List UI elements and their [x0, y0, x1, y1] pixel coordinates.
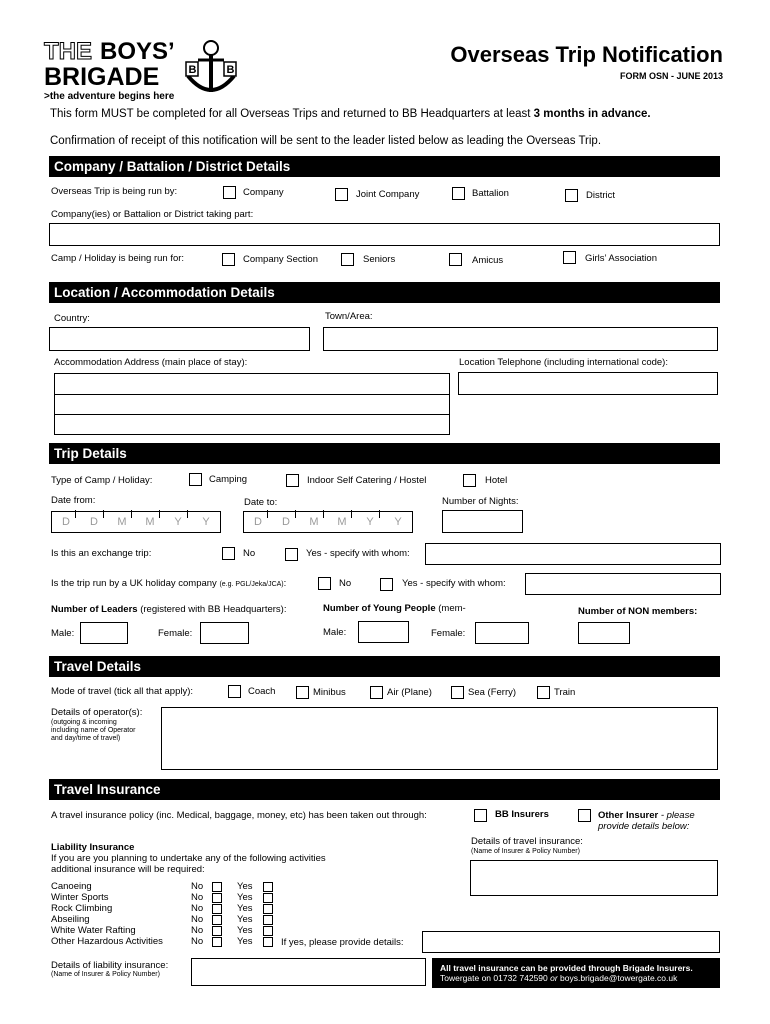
- date-from-label: Date from:: [51, 495, 96, 506]
- exchange-yes-checkbox[interactable]: [285, 548, 298, 561]
- leaders-female-field[interactable]: [200, 622, 249, 644]
- trip-camping-checkbox[interactable]: [189, 473, 202, 486]
- activity-yes-checkbox[interactable]: [263, 937, 273, 947]
- operators-note-line: and day/time of travel): [51, 735, 121, 742]
- operators-field[interactable]: [161, 707, 718, 770]
- camp-for-girls-checkbox[interactable]: [563, 251, 576, 264]
- brigade-insurers-banner: [432, 958, 720, 988]
- date-to-digit: Y: [363, 516, 377, 528]
- trip-hotel-label: Hotel: [485, 475, 508, 486]
- date-from-digit: M: [115, 516, 129, 528]
- mode-air-label: Air (Plane): [387, 687, 432, 698]
- activity-label: White Water Rafting: [51, 925, 136, 936]
- camp-for-amicus-checkbox[interactable]: [449, 253, 462, 266]
- mode-coach-checkbox[interactable]: [228, 685, 241, 698]
- camp-for-label: Camp / Holiday is being run for:: [51, 253, 185, 264]
- run-by-district-label: District: [586, 190, 616, 201]
- operators-note-line: including name of Operator: [51, 727, 136, 734]
- country-field[interactable]: [49, 327, 310, 351]
- activity-no-label: No: [191, 925, 204, 936]
- non-members-field[interactable]: [578, 622, 630, 644]
- exchange-with-field[interactable]: [425, 543, 721, 565]
- activity-no-checkbox[interactable]: [212, 915, 222, 925]
- svg-text:B: B: [226, 64, 235, 76]
- young-female-field[interactable]: [475, 622, 529, 644]
- operators-note-line: (outgoing & incoming: [51, 719, 117, 726]
- logo-tagline: >the adventure begins here: [44, 91, 175, 102]
- taking-part-label: Company(ies) or Battalion or District taking part:: [51, 209, 254, 220]
- activity-yes-label: Yes: [237, 914, 253, 925]
- run-by-joint-label: Joint Company: [356, 189, 420, 200]
- section-heading-travel: Travel Details: [49, 656, 720, 677]
- trip-camping-label: Camping: [209, 474, 248, 485]
- date-to-digit: D: [279, 516, 293, 528]
- uk-company-label: [51, 578, 286, 589]
- camp-for-section-label: Company Section: [243, 254, 318, 265]
- run-by-battalion-label: Battalion: [472, 188, 509, 199]
- date-to-digit: D: [251, 516, 265, 528]
- insurance-details-label: Details of travel insurance:: [471, 836, 583, 847]
- uk-company-no-label: No: [339, 578, 352, 589]
- date-to-field[interactable]: [243, 511, 413, 533]
- date-to-digit: M: [307, 516, 321, 528]
- date-from-field[interactable]: [51, 511, 221, 533]
- other-insurer-label-rest: - please: [658, 810, 695, 821]
- leaders-label-bold: Number of Leaders: [51, 604, 138, 615]
- logo-brigade: BRIGADE: [44, 63, 160, 91]
- activity-no-label: No: [191, 903, 204, 914]
- other-insurer-checkbox[interactable]: [578, 809, 591, 822]
- town-field[interactable]: [323, 327, 718, 351]
- run-by-company-label: Company: [243, 187, 284, 198]
- run-by-battalion-checkbox[interactable]: [452, 187, 465, 200]
- leaders-label-rest: (registered with BB Headquarters):: [137, 604, 287, 615]
- non-members-label: Number of NON members:: [578, 606, 698, 617]
- liability-intro-line: If you are you planning to undertake any of the following activities: [51, 853, 326, 864]
- young-people-label: [323, 603, 466, 614]
- mode-train-label: Train: [554, 687, 576, 698]
- nights-label: Number of Nights:: [442, 496, 519, 507]
- activity-yes-checkbox[interactable]: [263, 926, 273, 936]
- intro-text-main: This form MUST be completed for all Overseas Trips and returned to BB Headquarters at least: [50, 108, 534, 120]
- other-insurer-label-bold: Other Insurer: [598, 810, 659, 821]
- activity-yes-label: Yes: [237, 892, 253, 903]
- camp-for-seniors-checkbox[interactable]: [341, 253, 354, 266]
- activity-label: Abseiling: [51, 914, 90, 925]
- mode-label: Mode of travel (tick all that apply):: [51, 686, 194, 697]
- date-from-digit: D: [87, 516, 101, 528]
- date-from-digit: D: [59, 516, 73, 528]
- bb-insurers-label: BB Insurers: [495, 809, 549, 820]
- exchange-no-label: No: [243, 548, 256, 559]
- date-from-digit: M: [143, 516, 157, 528]
- trip-indoor-label: Indoor Self Catering / Hostel: [307, 475, 427, 486]
- activity-label: Other Hazardous Activities: [51, 936, 163, 947]
- mode-train-checkbox[interactable]: [537, 686, 550, 699]
- taking-part-field[interactable]: [49, 223, 720, 246]
- liability-details-note: (Name of Insurer & Policy Number): [51, 971, 160, 978]
- form-reference: FORM OSN - JUNE 2013: [619, 71, 723, 81]
- telephone-field[interactable]: [458, 372, 718, 395]
- activity-yes-label: Yes: [237, 936, 253, 947]
- camp-for-girls-label: Girls’ Association: [585, 253, 657, 264]
- leaders-female-label: Female:: [158, 628, 193, 639]
- mode-minibus-checkbox[interactable]: [296, 686, 309, 699]
- svg-text:B: B: [188, 64, 197, 76]
- activity-label: Rock Climbing: [51, 903, 113, 914]
- activity-label: Winter Sports: [51, 892, 109, 903]
- bb-logo: [44, 40, 244, 104]
- mode-minibus-label: Minibus: [313, 687, 346, 698]
- section-heading-company: Company / Battalion / District Details: [49, 156, 720, 177]
- leaders-male-label: Male:: [51, 628, 75, 639]
- run-by-company-checkbox[interactable]: [223, 186, 236, 199]
- activity-no-checkbox[interactable]: [212, 882, 222, 892]
- run-by-district-checkbox[interactable]: [565, 189, 578, 202]
- young-people-label-bold: Number of Young People: [323, 603, 436, 614]
- intro-text: [50, 108, 651, 120]
- activity-no-checkbox[interactable]: [212, 926, 222, 936]
- date-from-digit: Y: [202, 516, 210, 528]
- exchange-yes-label: Yes - specify with whom:: [306, 548, 410, 559]
- section-heading-location: Location / Accommodation Details: [49, 282, 720, 303]
- activity-no-checkbox[interactable]: [212, 937, 222, 947]
- operators-label: Details of operator(s):: [51, 707, 143, 718]
- section-heading-trip: Trip Details: [49, 443, 720, 464]
- uk-company-examples: (e.g. PGL/Jeka/JCA): [219, 581, 284, 588]
- liability-intro-line: additional insurance will be required:: [51, 864, 205, 875]
- liability-heading: Liability Insurance: [51, 842, 135, 853]
- date-to-digit: Y: [394, 516, 402, 528]
- insurance-details-field[interactable]: [470, 860, 718, 896]
- other-insurer-label: [598, 810, 695, 832]
- operators-note: [51, 719, 135, 743]
- trip-hotel-checkbox[interactable]: [463, 474, 476, 487]
- banner-or: or: [550, 973, 558, 983]
- activity-yes-label: Yes: [237, 903, 253, 914]
- activity-yes-label: Yes: [237, 881, 253, 892]
- activity-yes-checkbox[interactable]: [263, 882, 273, 892]
- trip-type-label: Type of Camp / Holiday:: [51, 475, 153, 486]
- young-male-label: Male:: [323, 627, 347, 638]
- activity-yes-label: Yes: [237, 925, 253, 936]
- exchange-no-checkbox[interactable]: [222, 547, 235, 560]
- country-label: Country:: [54, 313, 90, 324]
- camp-for-seniors-label: Seniors: [363, 254, 396, 265]
- mode-sea-label: Sea (Ferry): [468, 687, 517, 698]
- uk-company-with-field[interactable]: [525, 573, 721, 595]
- activity-no-checkbox[interactable]: [212, 904, 222, 914]
- if-yes-label: If yes, please provide details:: [281, 937, 404, 948]
- section-heading-insurance: Travel Insurance: [49, 779, 720, 800]
- uk-company-colon: :: [283, 578, 287, 589]
- mode-air-checkbox[interactable]: [370, 686, 383, 699]
- address-label: Accommodation Address (main place of stay):: [54, 357, 248, 368]
- uk-company-no-checkbox[interactable]: [318, 577, 331, 590]
- activity-label: Canoeing: [51, 881, 92, 892]
- young-female-label: Female:: [431, 628, 466, 639]
- town-label: Town/Area:: [325, 311, 373, 322]
- banner-line2: [440, 973, 720, 983]
- trip-indoor-checkbox[interactable]: [286, 474, 299, 487]
- leaders-male-field[interactable]: [80, 622, 128, 644]
- uk-company-question: Is the trip run by a UK holiday company: [51, 578, 217, 589]
- banner-email: boys.brigade@towergate.co.uk: [557, 973, 678, 983]
- banner-line1: All travel insurance can be provided through Brigade Insurers.: [440, 963, 693, 973]
- nights-field[interactable]: [442, 510, 523, 533]
- logo-the: THE: [44, 38, 92, 65]
- bb-insurers-checkbox[interactable]: [474, 809, 487, 822]
- young-people-label-rest: (mem-: [435, 603, 466, 614]
- intro-text-deadline: 3 months in advance.: [533, 108, 651, 120]
- activity-yes-checkbox[interactable]: [263, 915, 273, 925]
- logo-boys: BOYS’: [100, 38, 175, 65]
- date-to-label: Date to:: [244, 497, 278, 508]
- run-by-joint-checkbox[interactable]: [335, 188, 348, 201]
- date-to-digit: M: [335, 516, 349, 528]
- exchange-label: Is this an exchange trip:: [51, 548, 152, 559]
- run-by-label: Overseas Trip is being run by:: [51, 186, 178, 197]
- if-yes-details-field[interactable]: [422, 931, 720, 953]
- uk-company-yes-label: Yes - specify with whom:: [402, 578, 506, 589]
- young-male-field[interactable]: [358, 621, 409, 643]
- activity-no-label: No: [191, 914, 204, 925]
- activity-yes-checkbox[interactable]: [263, 904, 273, 914]
- uk-company-yes-checkbox[interactable]: [380, 578, 393, 591]
- liability-details-label: Details of liability insurance:: [51, 960, 169, 971]
- page-title: Overseas Trip Notification: [450, 42, 723, 67]
- address-line-divider: [55, 414, 449, 415]
- other-insurer-label-line2: provide details below:: [598, 821, 690, 832]
- policy-label: A travel insurance policy (inc. Medical, baggage, money, etc) has been taken out through:: [51, 810, 427, 821]
- leaders-label: [51, 604, 286, 615]
- address-field[interactable]: [54, 373, 450, 435]
- mode-coach-label: Coach: [248, 686, 276, 697]
- activity-no-label: No: [191, 881, 204, 892]
- activity-no-checkbox[interactable]: [212, 893, 222, 903]
- date-from-digit: Y: [171, 516, 185, 528]
- address-line-divider: [55, 394, 449, 395]
- liability-details-field[interactable]: [191, 958, 426, 986]
- activity-yes-checkbox[interactable]: [263, 893, 273, 903]
- confirmation-text: Confirmation of receipt of this notification will be sent to the leader listed below as leading the Overseas Trip.: [50, 135, 602, 147]
- camp-for-section-checkbox[interactable]: [222, 253, 235, 266]
- activity-no-label: No: [191, 892, 204, 903]
- mode-sea-checkbox[interactable]: [451, 686, 464, 699]
- activity-no-label: No: [191, 936, 204, 947]
- camp-for-amicus-label: Amicus: [472, 255, 504, 266]
- anchor-emblem-icon: [180, 38, 242, 100]
- banner-phone: Towergate on 01732 742590: [440, 973, 551, 983]
- telephone-label: Location Telephone (including international code):: [459, 357, 668, 368]
- insurance-details-note: (Name of Insurer & Policy Number): [471, 848, 580, 855]
